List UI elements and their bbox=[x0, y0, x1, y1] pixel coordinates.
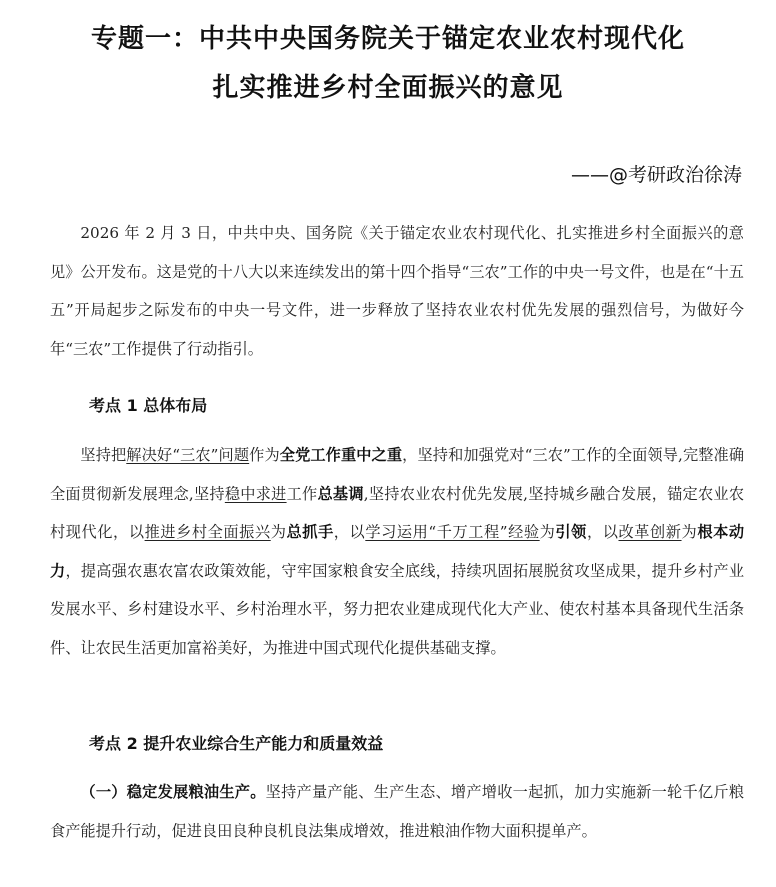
text-run: ，提高强农惠农富农政策效能，守牢国家粮食安全底线，持续巩固拓展脱贫攻坚成果，提升乡村产业发展水平、乡村建设水平、乡村治理水平，努力把农业建成现代化大产业、使农村基本具备现代生活条件、让农民生活更加富裕美好，为推进中国式现代化提供基础支撑。 bbox=[50, 561, 745, 657]
underlined-term: 稳中求进 bbox=[224, 484, 287, 503]
text-run: 作为 bbox=[249, 446, 280, 464]
text-run: 为 bbox=[270, 523, 287, 541]
bold-term: 总抓手 bbox=[286, 523, 334, 541]
section-2-item-1-paragraph bbox=[50, 773, 744, 850]
text-run: ，以 bbox=[333, 523, 366, 541]
text-run: ，以 bbox=[586, 523, 619, 541]
bold-term: 总基调 bbox=[317, 484, 364, 503]
bold-term: 根本动力 bbox=[50, 523, 745, 580]
underlined-term: 解决好“三农”问题 bbox=[126, 446, 250, 464]
bold-term: 全党工作重中之重 bbox=[279, 446, 403, 464]
text-run: ,坚持农业农村优先发展,坚持城乡融合发展，锚定农业农村现代化，以 bbox=[50, 484, 745, 541]
document-title-line-2: 扎实推进乡村全面振兴的意见 bbox=[212, 73, 564, 103]
underlined-term: 推进乡村全面振兴 bbox=[144, 523, 271, 541]
text-run: 为 bbox=[539, 523, 556, 541]
text-run: 为 bbox=[681, 523, 698, 541]
document-title-line-1: 专题一：中共中央国务院关于锚定农业农村现代化 bbox=[90, 24, 685, 54]
text-run: 工作 bbox=[286, 484, 318, 503]
text-run: 坚持把 bbox=[80, 446, 127, 464]
underlined-term: 改革创新 bbox=[618, 523, 682, 541]
bold-term: 引领 bbox=[555, 523, 587, 541]
section-2-heading: 考点 2 提升农业综合生产能力和质量效益 bbox=[89, 734, 384, 753]
text-run: ，坚持和加强党对“三农”工作的全面领导,完整准确全面贯彻新发展理念,坚持 bbox=[50, 446, 745, 503]
text-run: 坚持产量产能、生产生态、增产增收一起抓，加力实施新一轮千亿斤粮食产能提升行动，促进良田良种良机良法集成增效，推进粮油作物大面积提单产。 bbox=[50, 783, 745, 840]
underlined-term: 学习运用“千万工程”经验 bbox=[365, 523, 540, 541]
section-1-paragraph bbox=[50, 436, 744, 667]
author-signature: ——@考研政治徐涛 bbox=[570, 164, 742, 186]
intro-paragraph: 2026 年 2 月 3 日，中共中央、国务院《关于锚定农业农村现代化、扎实推进乡村全面振兴的意见》公开发布。这是党的十八大以来连续发出的第十四个指导“三农”工作的中央一号文件，也是在“十五五”开局起步之际发布的中央一号文件，进一步释放了坚持农业农村优先发展的强烈信号，为做好今年“三农”工作提供了行动指引。 bbox=[50, 224, 744, 358]
section-1-heading: 考点 1 总体布局 bbox=[89, 396, 208, 415]
item-lead: （一）稳定发展粮油生产。 bbox=[80, 783, 266, 801]
